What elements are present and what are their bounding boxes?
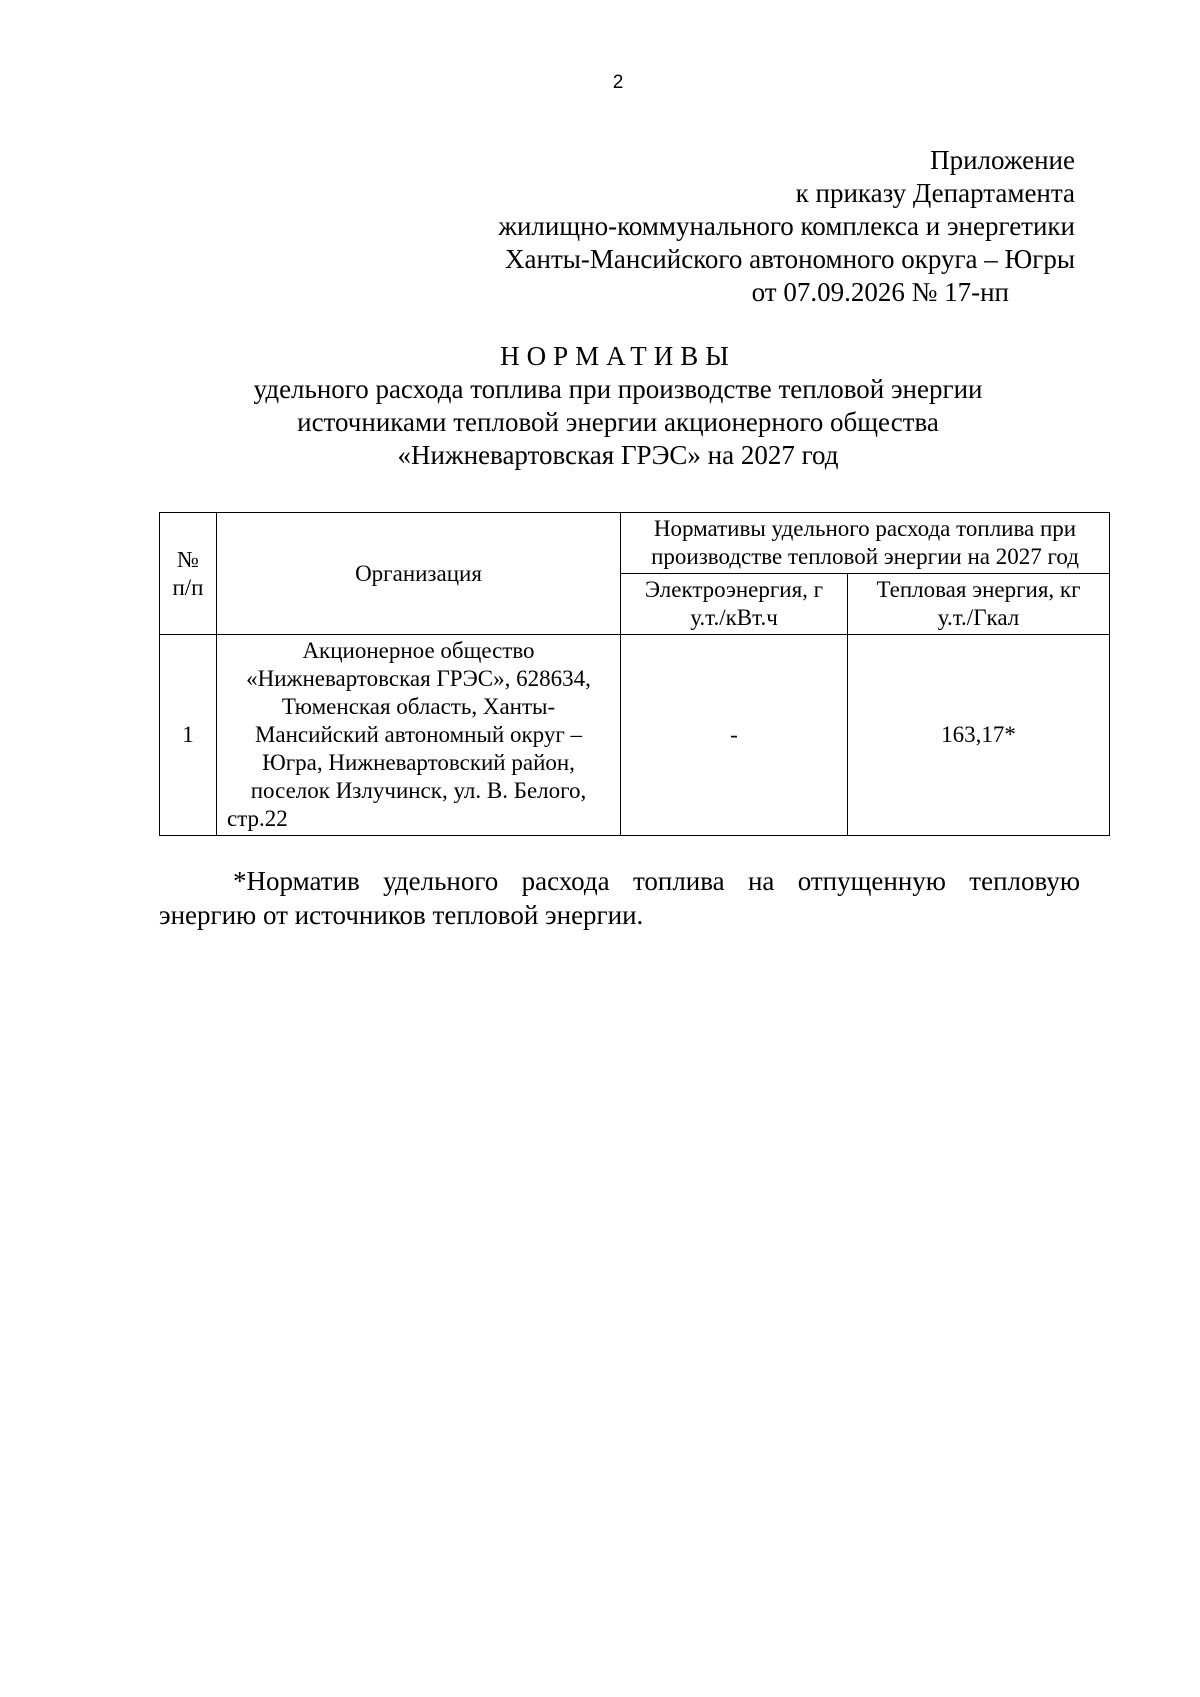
table-header-row [160, 513, 1110, 574]
document-title [0, 340, 1200, 472]
header-electric: Электроэнергия, г у.т./кВт.ч [621, 574, 848, 635]
appendix-title: Приложение [930, 145, 1075, 175]
appendix-region: Ханты-Мансийского автономного округа – Югры [505, 244, 1075, 274]
appendix-block [498, 144, 1075, 309]
header-num: № п/п [160, 513, 217, 635]
cell-electric: - [621, 635, 848, 836]
cell-thermal: 163,17* [848, 635, 1110, 836]
norms-table [159, 512, 1110, 836]
header-norms: Нормативы удельного расхода топлива при производстве тепловой энергии на 2027 год [621, 513, 1110, 574]
appendix-date-number: от 07.09.2026 № 17-нп [751, 277, 1009, 307]
header-thermal: Тепловая энергия, кг у.т./Гкал [848, 574, 1110, 635]
title-heading: НОРМАТИВЫ [500, 341, 736, 371]
title-line-1: удельного расхода топлива при производстве тепловой энергии [253, 374, 983, 404]
page-number: 2 [612, 72, 624, 93]
appendix-department: жилищно-коммунального комплекса и энергетики [498, 211, 1075, 241]
table-row [160, 635, 1110, 836]
title-line-3: «Нижневартовская ГРЭС» на 2027 год [397, 440, 839, 470]
cell-organization: Акционерное общество «Нижневартовская ГРЭС», 628634, Тюменская область, Ханты-Мансийский автономный округ – Югра, Нижневартовский район, поселок Излучинск, ул. В. Белого, стр.22 [217, 635, 621, 836]
title-line-2: источниками тепловой энергии акционерного общества [297, 407, 939, 437]
footnote: *Норматив удельного расхода топлива на отпущенную тепловую энергию от источников тепловой энергии. [159, 866, 1080, 930]
cell-num: 1 [160, 635, 217, 836]
header-organization: Организация [217, 513, 621, 635]
appendix-order-ref: к приказу Департамента [795, 178, 1075, 208]
